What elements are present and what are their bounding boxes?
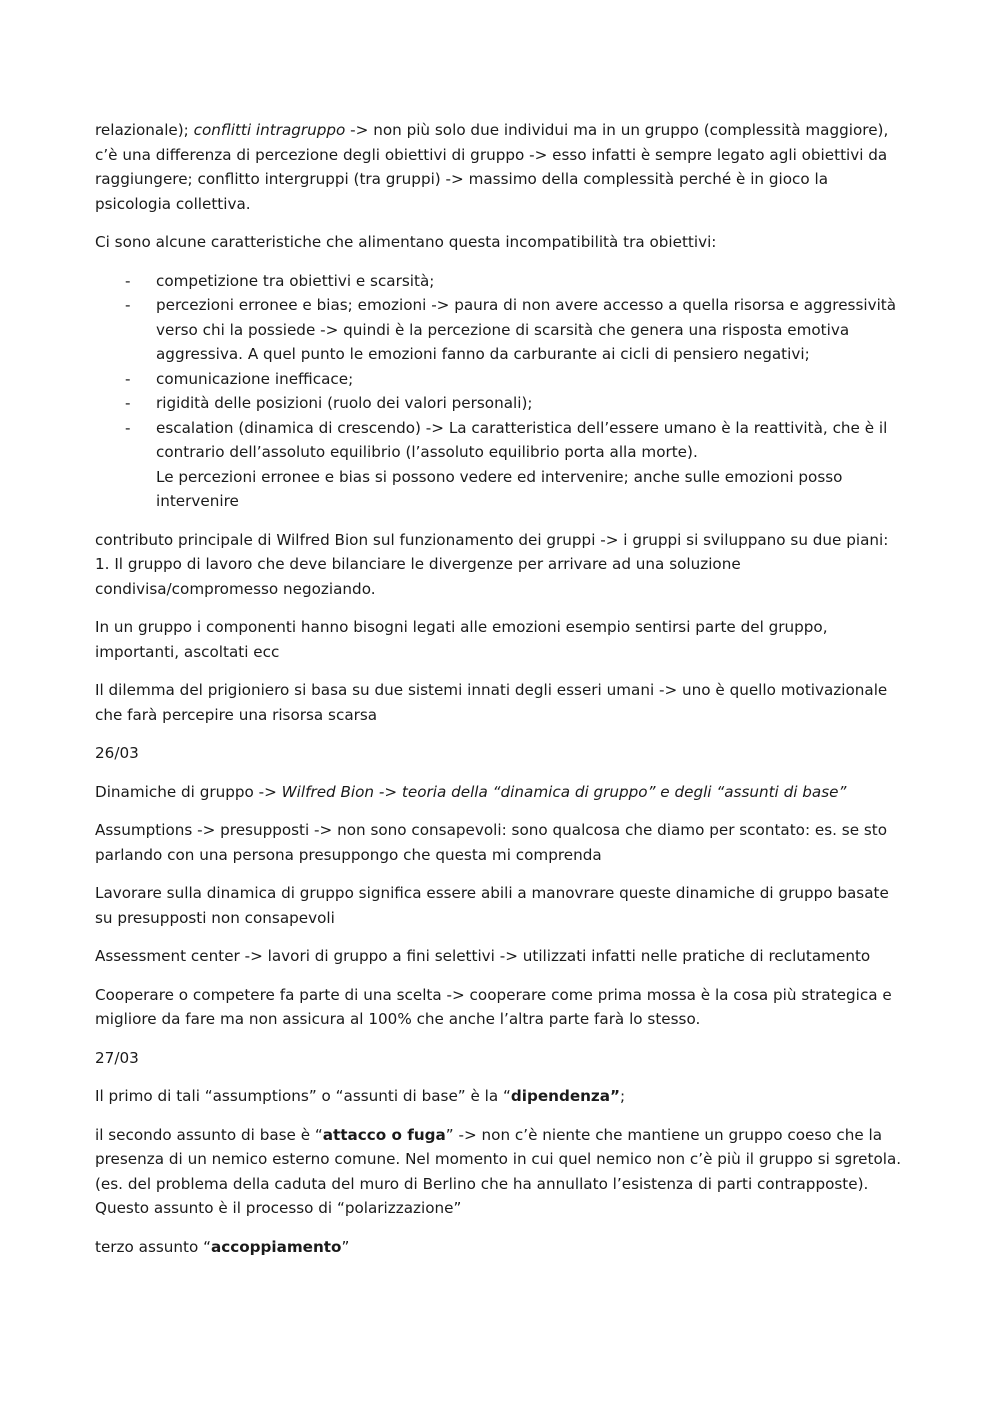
paragraph-group-dynamics: Dinamiche di gruppo -> Wilfred Bion -> teoria della “dinamica di gruppo” e degli “assunti di base” [95,782,847,801]
paragraph-characteristics-intro: Ci sono alcune caratteristiche che alimentano questa incompatibilità tra obiettivi: [95,233,717,251]
dash-bullet: - [125,296,131,314]
paragraph-working-dynamics: Lavorare sulla dinamica di gruppo significa essere abili a manovrare queste dinamiche di gruppo basate su presupposti non consapevoli [95,884,889,927]
paragraph-cooperate-compete: Cooperare o competere fa parte di una scelta -> cooperare come prima mossa è la cosa più strategica e migliore da fare ma non assicura al 100% che anche l’altra parte farà lo stesso. [95,985,892,1028]
list-item: - comunicazione inefficace; [95,367,907,392]
document-page [95,118,907,1273]
dash-bullet: - [125,394,131,412]
paragraph-prisoner-dilemma: Il dilemma del prigioniero si basa su due sistemi innati degli esseri umani -> uno è quello motivazionale che farà percepire una risorsa scarsa [95,681,888,724]
paragraph-group-needs: In un gruppo i componenti hanno bisogni legati alle emozioni esempio sentirsi parte del gruppo, importanti, ascoltati ecc [95,618,828,661]
italic-term: conflitti intragruppo [193,121,346,139]
dash-bullet: - [125,369,131,388]
dash-bullet: - [125,271,131,290]
paragraph-assumptions: Assumptions -> presupposti -> non sono consapevoli: sono qualcosa che diamo per scontato: es. se sto parlando con una persona presuppongo che questa mi comprenda [95,821,888,864]
paragraph-bion-contribution: contributo principale di Wilfred Bion sul funzionamento dei gruppi -> i gruppi si sviluppano su due piani: 1. Il gruppo di lavoro che deve bilanciare le divergenze per arrivare ad una soluzione condivisa/compromesso negoziando. [95,530,889,598]
list-item: - competizione tra obiettivi e scarsità; [95,269,907,294]
date-heading: 27/03 [95,1048,139,1067]
paragraph-second-assumption: il secondo assunto di base è “attacco o fuga” -> non c’è niente che mantiene un gruppo coeso che la presenza di un nemico esterno comune. Nel momento in cui quel nemico non c’è più il gruppo si sgretola. (es. del problema della caduta del muro di Berlino che ha annullato l’esistenza di parti contrapposte). Questo assunto è il processo di “polarizzazione” [95,1125,902,1217]
bold-term: attacco o fuga [322,1125,446,1144]
paragraph-conflicts: relazionale); conflitti intragruppo -> non più solo due individui ma in un gruppo (complessità maggiore), c’è una differenza di percezione degli obiettivi di gruppo -> esso infatti è sempre legato agli obiettivi da raggiungere; conflitto intergruppi (tra gruppi) -> massimo della complessità perché è in gioco la psicologia collettiva. [95,121,889,213]
date-heading: 26/03 [95,744,139,762]
list-item: - percezioni erronee e bias; emozioni -> paura di non avere accesso a quella risorsa e aggressività verso chi la possiede -> quindi è la percezione di scarsità che genera una risposta emotiva aggressiva. A quel punto le emozioni fanno da carburante ai cicli di pensiero negativi; [95,293,907,367]
bold-term: accoppiamento [210,1237,342,1256]
paragraph-assessment-center: Assessment center -> lavori di gruppo a fini selettivi -> utilizzati infatti nelle pratiche di reclutamento [95,947,871,965]
paragraph-first-assumption: Il primo di tali “assumptions” o “assunti di base” è la “dipendenza”; [95,1087,626,1105]
bold-term: dipendenza” [510,1087,621,1105]
list-continuation: Le percezioni erronee e bias si possono vedere ed intervenire; anche sulle emozioni posso intervenire [156,467,843,510]
italic-term: Wilfred Bion -> teoria della “dinamica di gruppo” e degli “assunti di base” [281,782,847,801]
list-item: - escalation (dinamica di crescendo) -> La caratteristica dell’essere umano è la reattività, che è il contrario dell’assoluto equilibrio (l’assoluto equilibrio porta alla morte). [95,416,907,465]
characteristics-list [95,269,907,514]
dash-bullet: - [125,418,131,437]
list-item: - rigidità delle posizioni (ruolo dei valori personali); [95,391,907,416]
paragraph-third-assumption: terzo assunto “accoppiamento” [95,1237,350,1256]
